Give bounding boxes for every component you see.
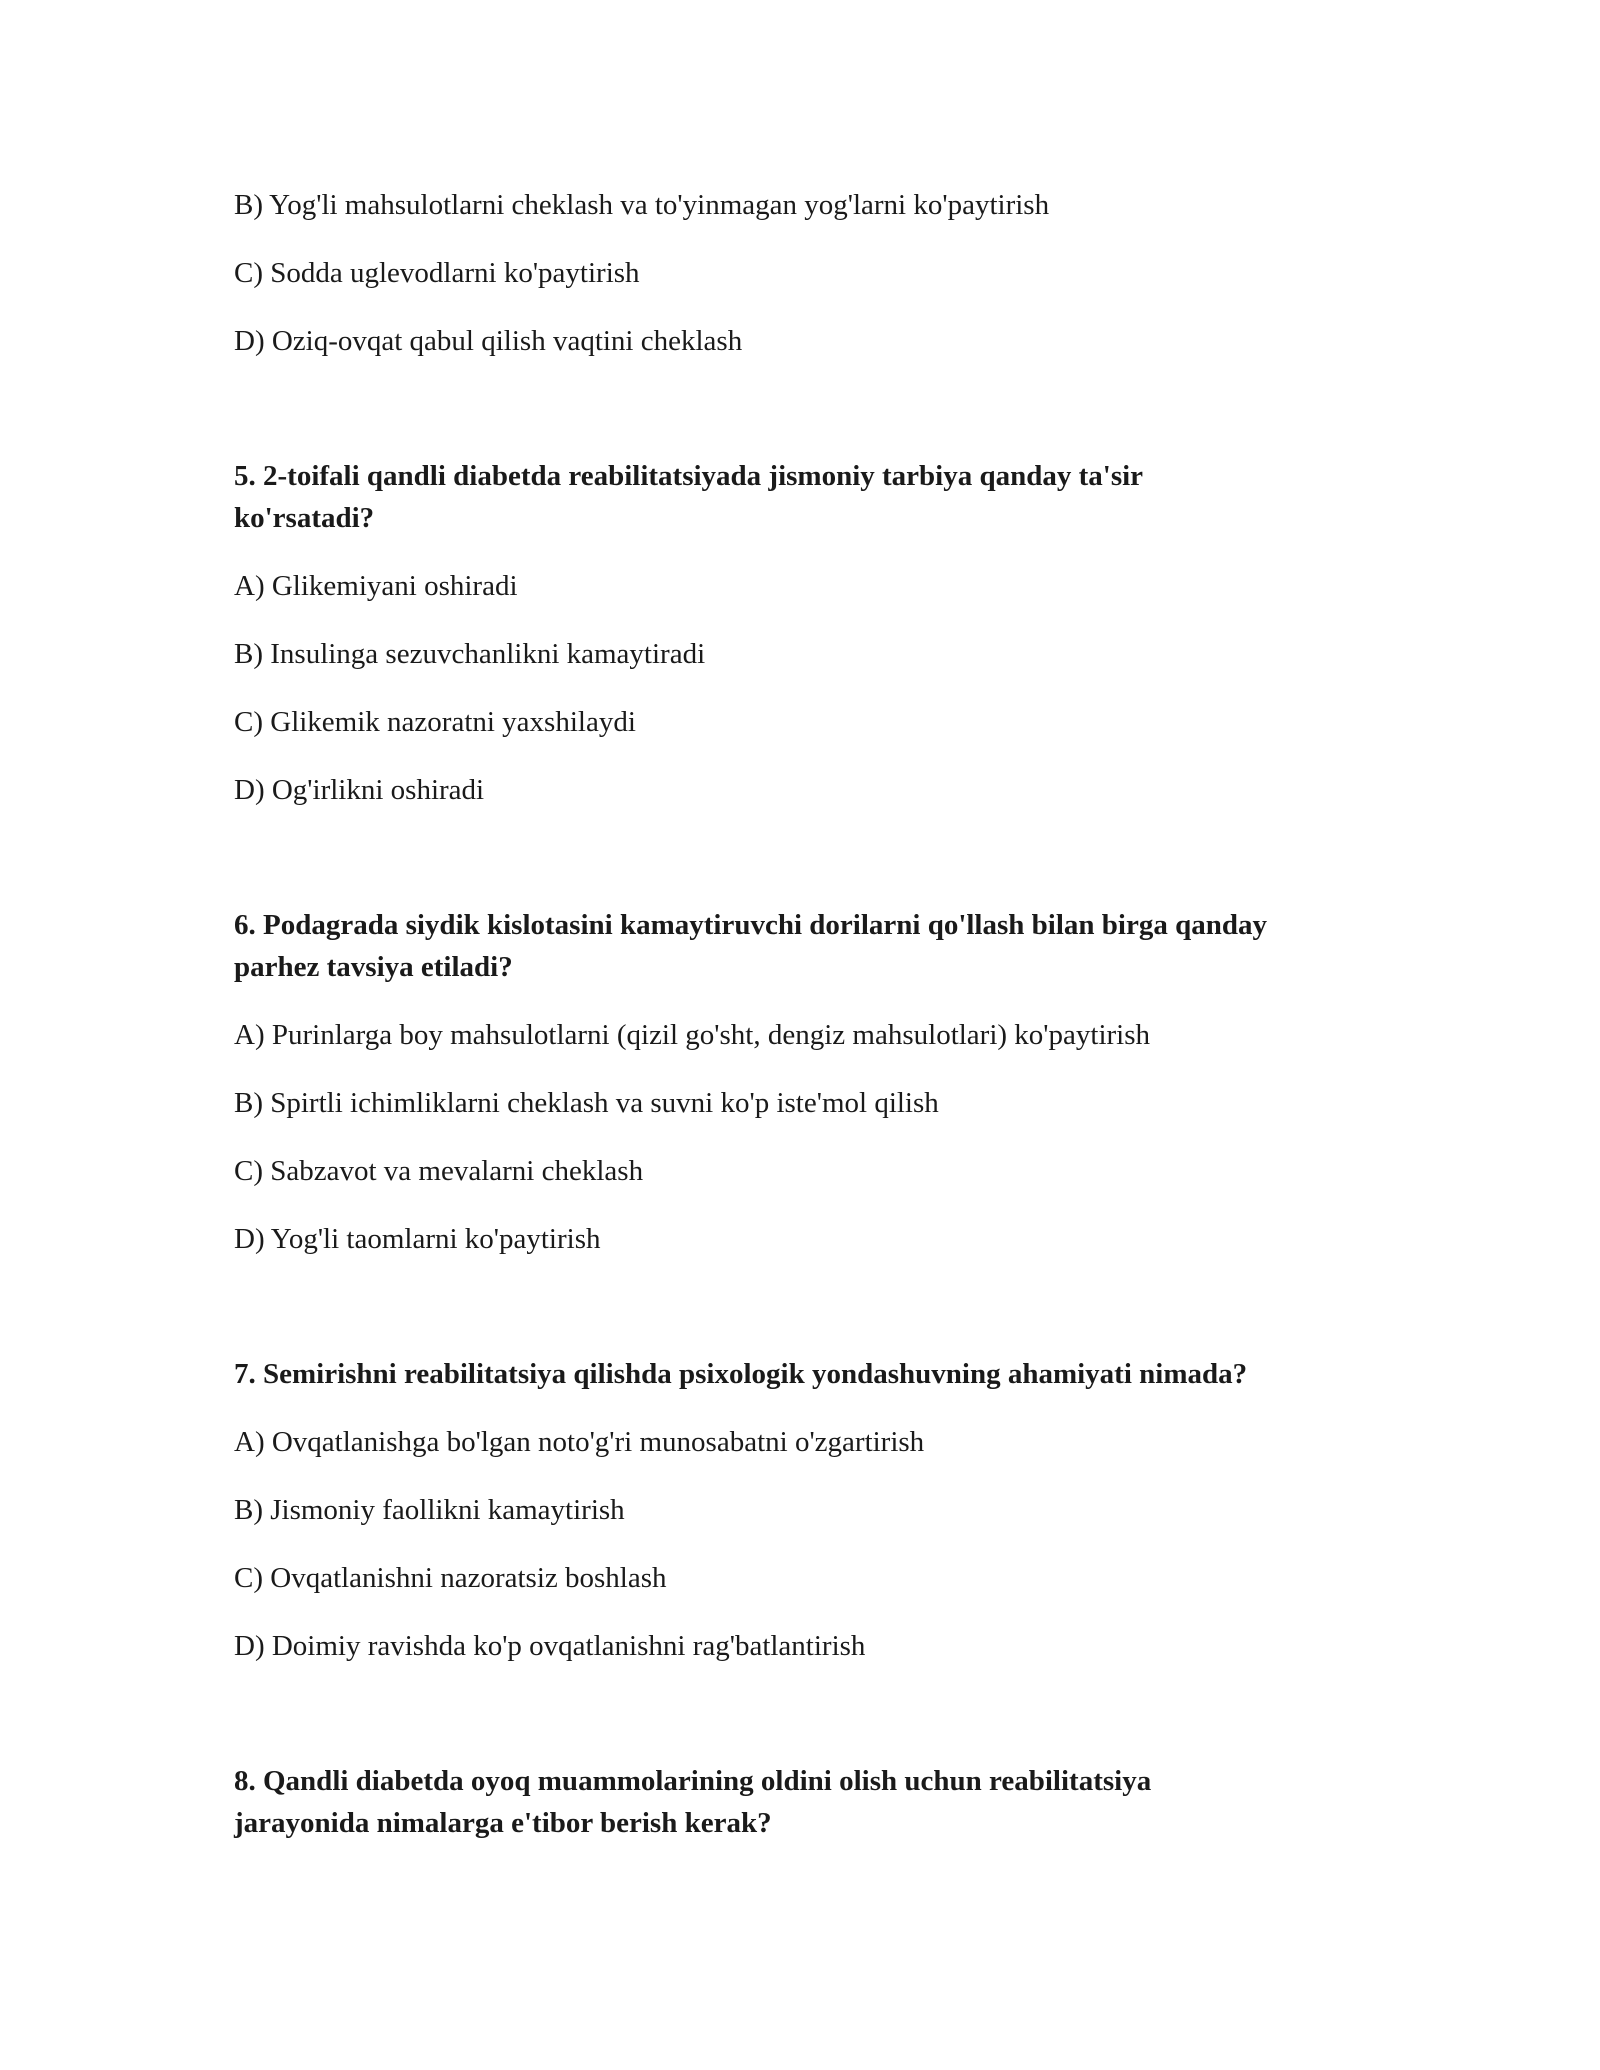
option-4b: B) Yog'li mahsulotlarni cheklash va to'yinmagan yog'larni ko'paytirish	[234, 189, 1050, 221]
option-5b: B) Insulinga sezuvchanlikni kamaytiradi	[234, 638, 706, 670]
option-7c: C) Ovqatlanishni nazoratsiz boshlash	[234, 1562, 667, 1594]
option-6b: B) Spirtli ichimliklarni cheklash va suvni ko'p iste'mol qilish	[234, 1087, 939, 1119]
question-5-line-2: ko'rsatadi?	[234, 502, 375, 534]
option-7b: B) Jismoniy faollikni kamaytirish	[234, 1494, 625, 1526]
option-5c: C) Glikemik nazoratni yaxshilaydi	[234, 706, 636, 738]
option-4d: D) Oziq-ovqat qabul qilish vaqtini cheklash	[234, 325, 743, 357]
question-8-line-1: 8. Qandli diabetda oyoq muammolarining oldini olish uchun reabilitatsiya	[234, 1765, 1152, 1797]
question-8-line-2: jarayonida nimalarga e'tibor berish kerak?	[234, 1807, 772, 1839]
option-7d: D) Doimiy ravishda ko'p ovqatlanishni rag'batlantirish	[234, 1630, 866, 1662]
option-5a: A) Glikemiyani oshiradi	[234, 570, 518, 602]
question-6-line-1: 6. Podagrada siydik kislotasini kamaytiruvchi dorilarni qo'llash bilan birga qanday	[234, 909, 1267, 941]
option-7a: A) Ovqatlanishga bo'lgan noto'g'ri munosabatni o'zgartirish	[234, 1426, 925, 1458]
question-6-line-2: parhez tavsiya etiladi?	[234, 951, 513, 983]
option-4c: C) Sodda uglevodlarni ko'paytirish	[234, 257, 640, 289]
option-6c: C) Sabzavot va mevalarni cheklash	[234, 1155, 644, 1187]
option-6d: D) Yog'li taomlarni ko'paytirish	[234, 1223, 601, 1255]
question-7: 7. Semirishni reabilitatsiya qilishda psixologik yondashuvning ahamiyati nimada?	[234, 1358, 1248, 1390]
option-6a: A) Purinlarga boy mahsulotlarni (qizil go'sht, dengiz mahsulotlari) ko'paytirish	[234, 1019, 1151, 1051]
question-5-line-1: 5. 2-toifali qandli diabetda reabilitatsiyada jismoniy tarbiya qanday ta'sir	[234, 460, 1144, 492]
option-5d: D) Og'irlikni oshiradi	[234, 774, 485, 806]
